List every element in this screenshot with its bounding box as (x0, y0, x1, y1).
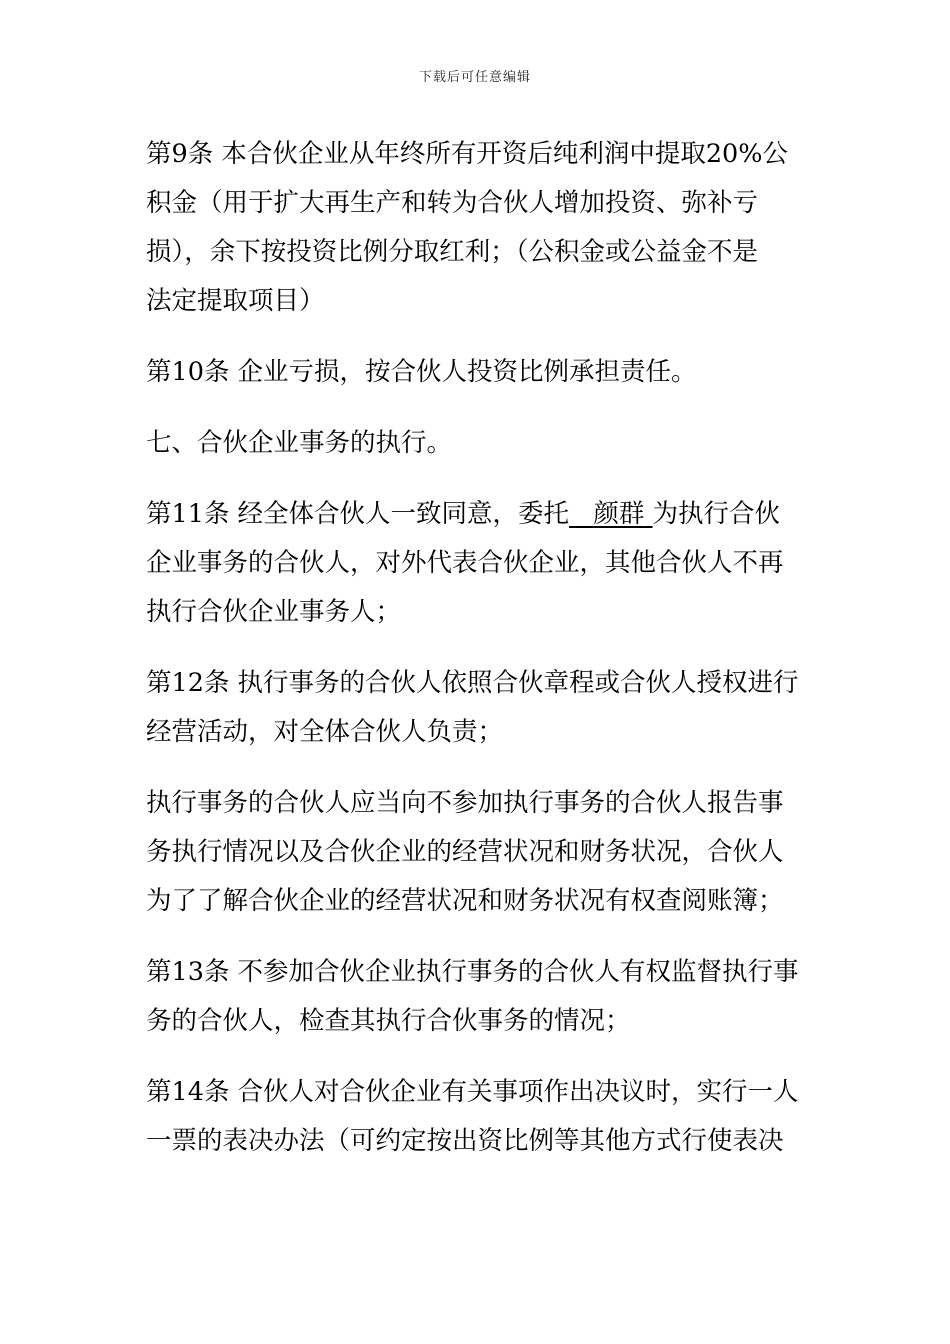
article-10 (146, 348, 816, 397)
text-line: 损），余下按投资比例分取红利；（公积金或公益金不是 (146, 237, 759, 267)
text-line: 积金（用于扩大再生产和转为合伙人增加投资、弥补亏 (146, 188, 759, 218)
text-line: 第12条 执行事务的合伙人依照合伙章程或合伙人授权进行 (146, 668, 799, 698)
executing-partner-report-paragraph (146, 779, 816, 926)
text-line: 执行合伙企业事务人； (146, 597, 402, 627)
text-line: 法定提取项目） (146, 286, 325, 316)
article-11 (146, 490, 816, 637)
document-body (146, 130, 816, 1188)
text-line: 第14条 合伙人对合伙企业有关事项作出决议时，实行一人 (146, 1077, 799, 1107)
article-13 (146, 948, 816, 1046)
text-line: 第13条 不参加合伙企业执行事务的合伙人有权监督执行事 (146, 957, 799, 987)
executing-partner-name: 颜群 (593, 499, 645, 529)
text-line: 一票的表决办法（可约定按出资比例等其他方式行使表决 (146, 1126, 784, 1156)
article-12 (146, 659, 816, 757)
text-line: 七、合伙企业事务的执行。 (146, 428, 453, 458)
text-line: 为了了解合伙企业的经营状况和财务状况有权查阅账簿； (146, 886, 784, 916)
page-header-note: 下载后可任意编辑 (418, 70, 531, 85)
text-line: 务的合伙人，检查其执行合伙事务的情况； (146, 1006, 631, 1036)
article-11-suffix: 为执行合伙 (652, 499, 781, 529)
article-14 (146, 1068, 816, 1166)
text-line (146, 490, 816, 539)
text-line: 第10条 企业亏损，按合伙人投资比例承担责任。 (146, 357, 697, 387)
text-line: 第9条 本合伙企业从年终所有开资后纯利润中提取20%公 (146, 139, 789, 169)
text-line: 执行事务的合伙人应当向不参加执行事务的合伙人报告事 (146, 788, 784, 818)
article-9 (146, 130, 816, 326)
text-line: 务执行情况以及合伙企业的经营状况和财务状况，合伙人 (146, 837, 784, 867)
text-line: 经营活动，对全体合伙人负责； (146, 717, 504, 747)
article-11-prefix: 第11条 经全体合伙人一致同意，委托 (146, 499, 570, 529)
section-7-heading (146, 419, 816, 468)
text-line: 企业事务的合伙人，对外代表合伙企业，其他合伙人不再 (146, 548, 784, 578)
